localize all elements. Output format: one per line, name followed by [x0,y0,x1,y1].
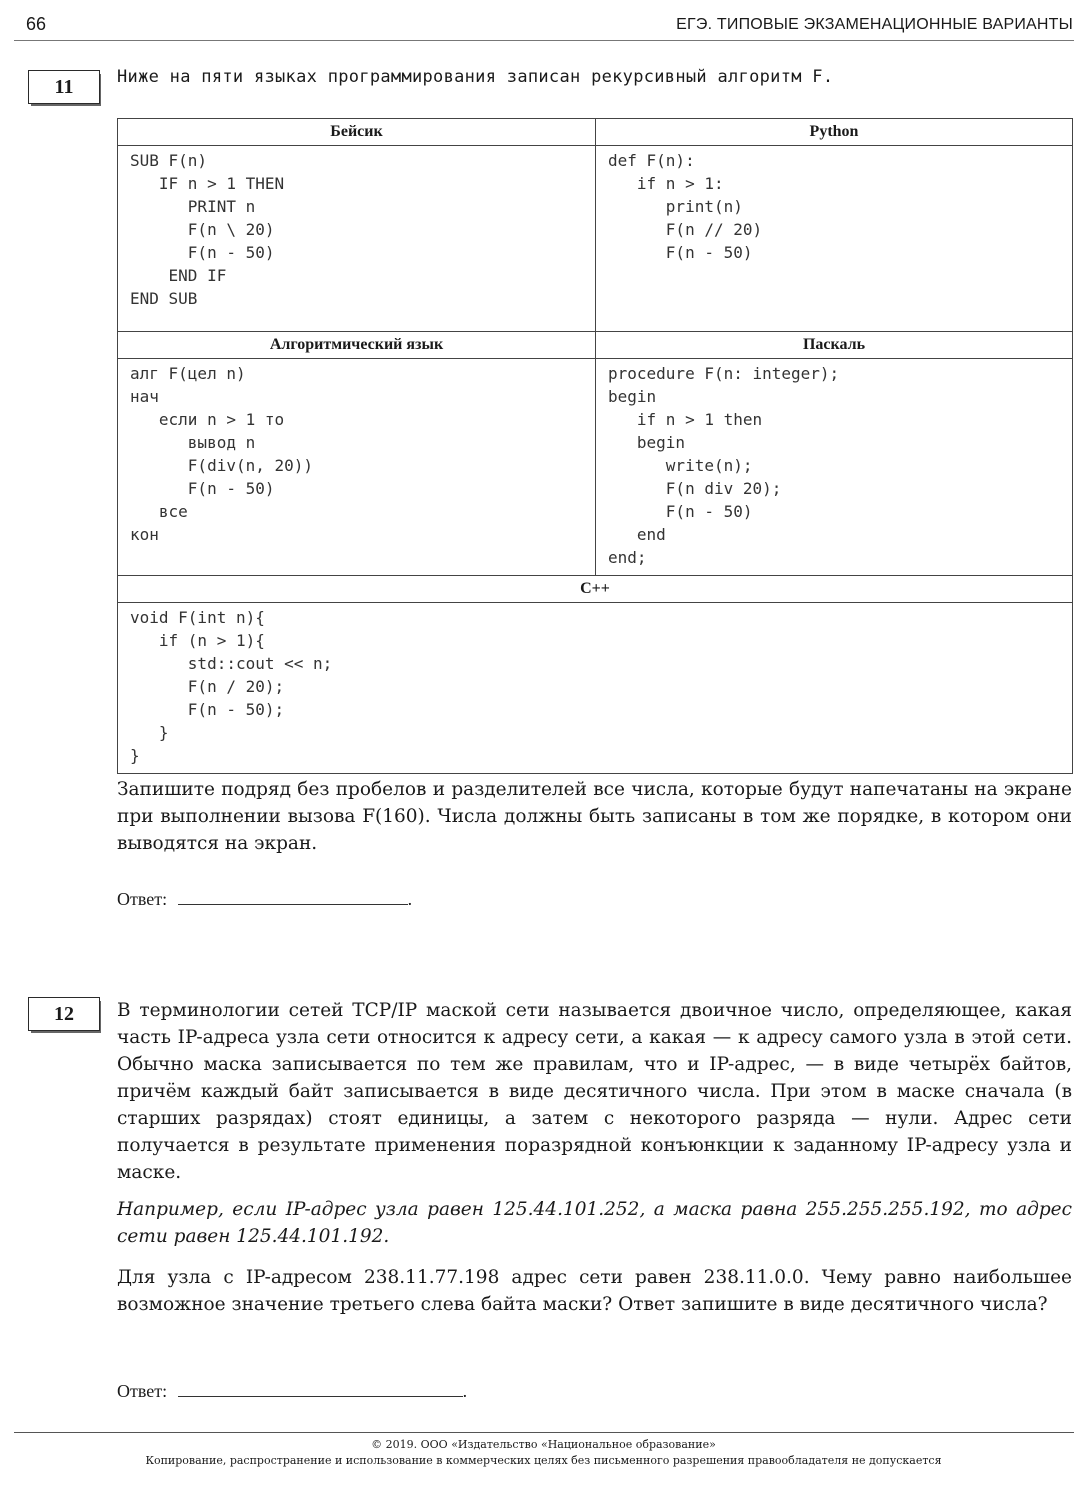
python-code: def F(n): if n > 1: print(n) F(n // 20) F(n - 50) [608,151,763,262]
algo-code: алг F(цел n) нач если n > 1 то вывод n F(div(n, 20)) F(n - 50) все кон [130,364,314,544]
footer-copyright: © 2019. ООО «Издательство «Национальное образование» [371,1438,716,1451]
task-12-example: Например, если IP-адрес узла равен 125.44.101.252, а маска равна 255.255.255.192, то адрес сети равен 125.44.101.192. [117,1199,1072,1247]
algo-header: Алгоритмический язык [118,332,596,359]
task-11-intro: Ниже на пяти языках программирования записан рекурсивный алгоритм F. [117,67,834,87]
answer-line[interactable] [178,1378,463,1397]
code-table [117,118,1073,774]
header-rule [14,40,1074,41]
pascal-header: Паскаль [596,332,1073,359]
answer-line[interactable] [178,886,408,905]
task-12-number: 12 [28,997,100,1031]
answer-label: Ответ: [117,889,168,909]
task-11-answer: Ответ: . [117,886,412,910]
pascal-code: procedure F(n: integer); begin if n > 1 then begin write(n); F(n div 20); F(n - 50) end end; [608,364,840,567]
basic-header: Бейсик [118,119,596,146]
python-header: Python [596,119,1073,146]
page-number: 66 [26,14,47,34]
basic-code: SUB F(n) IF n > 1 THEN PRINT n F(n \ 20) F(n - 50) END IF END SUB [130,151,285,308]
cpp-code: void F(int n){ if (n > 1){ std::cout << n; F(n / 20); F(n - 50); } } [130,608,333,765]
footer-rule [14,1432,1074,1433]
answer-label: Ответ: [117,1381,168,1401]
cpp-header: C++ [118,576,1073,603]
task-11-question: Запишите подряд без пробелов и разделителей все числа, которые будут напечатаны на экране при выполнении вызова F(160). Числа должны быть записаны в том же порядке, в котором они выводятся на экран. [117,779,1072,854]
task-12-question: Для узла с IP-адресом 238.11.77.198 адрес сети равен 238.11.0.0. Чему равно наибольшее возможное значение третьего слева байта маски? Ответ запишите в виде десятичного числа? [117,1267,1072,1315]
footer-notice: Копирование, распространение и использование в коммерческих целях без письменного разрешения правообладателя не допускается [145,1454,942,1467]
task-12-answer: Ответ: . [117,1378,467,1402]
running-title: ЕГЭ. ТИПОВЫЕ ЭКЗАМЕНАЦИОННЫЕ ВАРИАНТЫ [676,16,1073,33]
task-11-number: 11 [28,70,100,104]
page-header [0,0,1087,44]
task-12-paragraph: В терминологии сетей TCP/IP маской сети называется двоичное число, определяющее, какая часть IP-адреса узла сети относится к адресу сети, а какая — к адресу самого узла в этой сети. Обычно маска записывается по тем же правилам, что и IP-адрес, — в виде четырёх байтов, причём каждый байт записывается в виде десятичного числа. При этом в маске сначала (в старших разрядах) стоят единицы, а затем с некоторого разряда — нули. Адрес сети получается в результате применения поразрядной конъюнкции к заданному IP-адресу узла и маске. [117,1000,1072,1183]
